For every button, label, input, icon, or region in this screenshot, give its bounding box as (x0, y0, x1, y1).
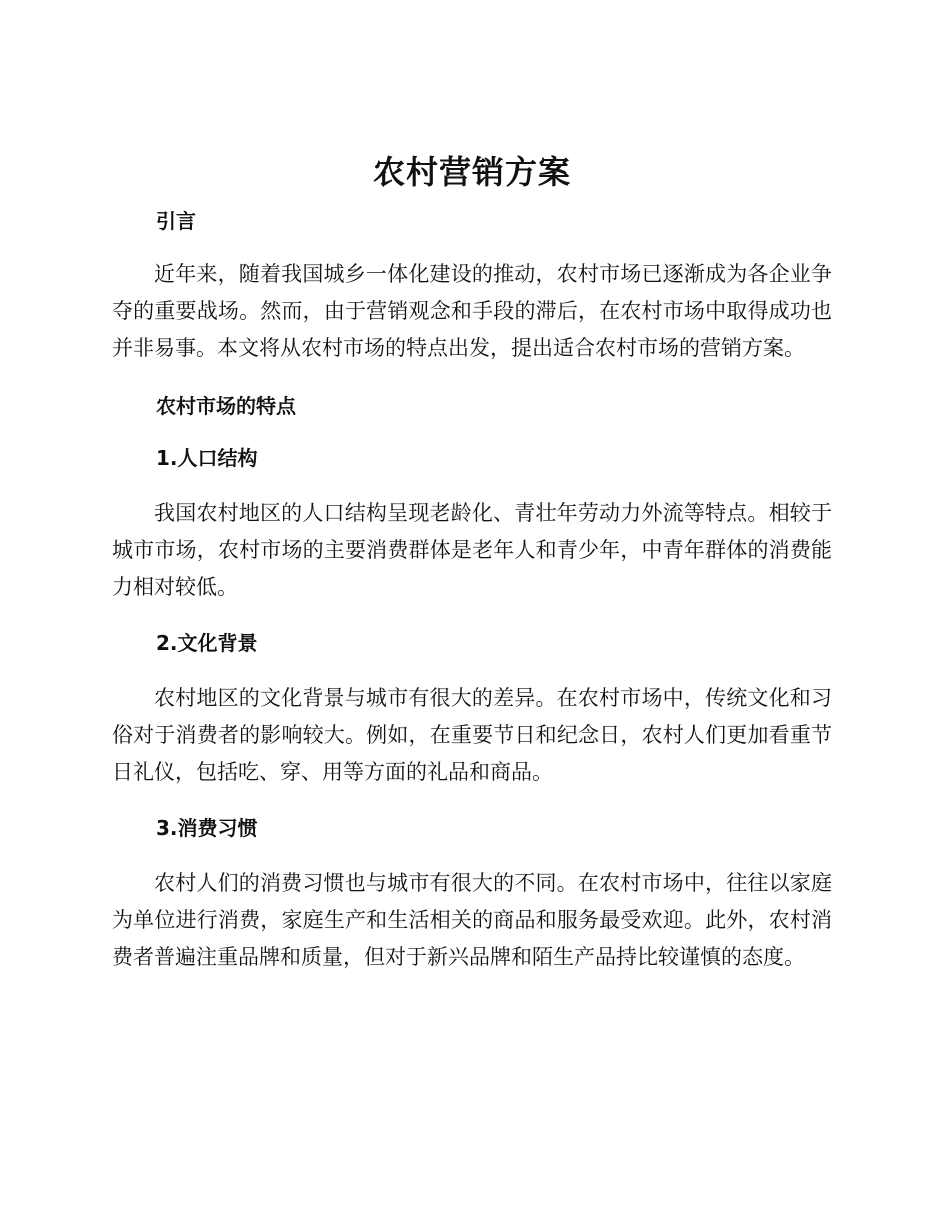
section-heading-intro: 引言 (156, 209, 196, 233)
paragraph-culture: 农村地区的文化背景与城市有很大的差异。在农村市场中，传统文化和习俗对于消费者的影响较大。例如，在重要节日和纪念日，农村人们更加看重节日礼仪，包括吃、穿、用等方面的礼品和商品。 (112, 686, 832, 784)
section-heading-features: 农村市场的特点 (156, 394, 296, 418)
subheading-consumption: 3.消费习惯 (156, 816, 258, 840)
intro-paragraph: 近年来，随着我国城乡一体化建设的推动，农村市场已逐渐成为各企业争夺的重要战场。然而，由于营销观念和手段的滞后，在农村市场中取得成功也并非易事。本文将从农村市场的特点出发，提出适合农村市场的营销方案。 (112, 262, 832, 360)
subheading-population: 1.人口结构 (156, 446, 258, 470)
paragraph-consumption: 农村人们的消费习惯也与城市有很大的不同。在农村市场中，往往以家庭为单位进行消费，家庭生产和生活相关的商品和服务最受欢迎。此外，农村消费者普遍注重品牌和质量，但对于新兴品牌和陌生产品持比较谨慎的态度。 (112, 871, 832, 969)
document-title: 农村营销方案 (372, 153, 571, 191)
subheading-culture: 2.文化背景 (156, 631, 258, 655)
paragraph-population: 我国农村地区的人口结构呈现老龄化、青壮年劳动力外流等特点。相较于城市市场，农村市场的主要消费群体是老年人和青少年，中青年群体的消费能力相对较低。 (112, 501, 832, 599)
